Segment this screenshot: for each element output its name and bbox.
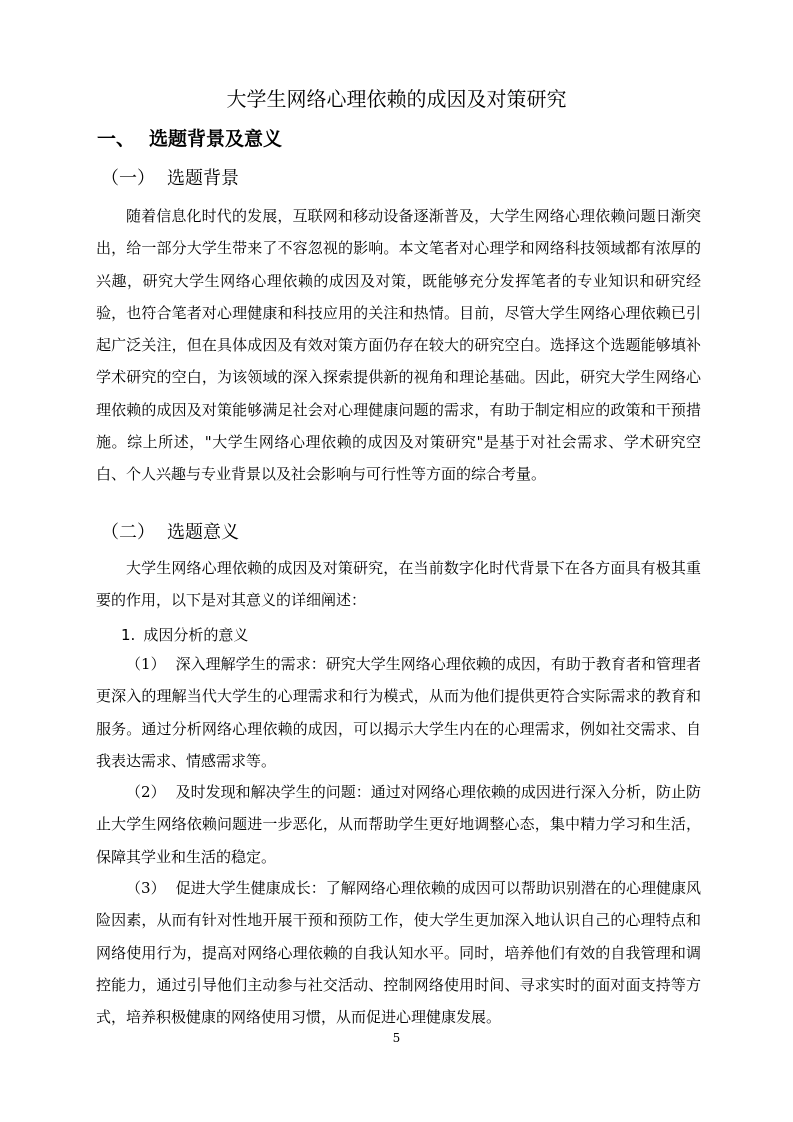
list-item-text: 及时发现和解决学生的问题：通过对网络心理依赖的成因进行深入分析，防止防止大学生网络依赖问题进一步恶化，从而帮助学生更好地调整心态，集中精力学习和生活，保障其学业和生活的稳定。 [96, 783, 702, 866]
subsection-heading-text: 选题意义 [167, 522, 239, 543]
page-number: 5 [392, 1031, 401, 1045]
subsection-number: （二） [101, 522, 155, 543]
list-item [96, 776, 701, 873]
point-number: 1. [121, 626, 136, 644]
significance-intro-paragraph: 大学生网络心理依赖的成因及对策研究，在当前数字化时代背景下在各方面具有极其重要的作用，以下是对其意义的详细阐述： [96, 559, 701, 610]
document-title: 大学生网络心理依赖的成因及对策研究 [226, 87, 567, 111]
subsection-heading-text: 选题背景 [167, 168, 239, 189]
section-heading [97, 124, 282, 154]
list-item-number: （1） [126, 655, 166, 673]
point-heading [121, 620, 248, 650]
subsection-heading-significance [101, 518, 239, 548]
list-item [96, 648, 701, 777]
section-heading-text: 选题背景及意义 [149, 128, 283, 150]
background-paragraph: 随着信息化时代的发展，互联网和移动设备逐渐普及，大学生网络心理依赖问题日渐突出，给一部分大学生带来了不容忽视的影响。本文笔者对心理学和网络科技领域都有浓厚的兴趣，研究大学生网络心理依赖的成因及对策，既能够充分发挥笔者的专业知识和研究经验，也符合笔者对心理健康和科技应用的关注和热情。目前，尽管大学生网络心理依赖已引起广泛关注，但在具体成因及有效对策方面仍存在较大的研究空白。选择这个选题能够填补学术研究的空白，为该领域的深入探索提供新的视角和理论基础。因此，研究大学生网络心理依赖的成因及对策能够满足社会对心理健康问题的需求，有助于制定相应的政策和干预措施。综上所述，"大学生网络心理依赖的成因及对策研究"是基于对社会需求、学术研究空白、个人兴趣与专业背景以及社会影响与可行性等方面的综合考量。 [96, 207, 701, 484]
list-item-text: 深入理解学生的需求：研究大学生网络心理依赖的成因，有助于教育者和管理者更深入的理解当代大学生的心理需求和行为模式，从而为他们提供更符合实际需求的教育和服务。通过分析网络心理依赖的成因，可以揭示大学生内在的心理需求，例如社交需求、自我表达需求、情感需求等。 [96, 655, 702, 770]
point-heading-text: 成因分析的意义 [143, 626, 249, 644]
subsection-heading-background [101, 164, 239, 194]
list-item-text: 促进大学生健康成长：了解网络心理依赖的成因可以帮助识别潜在的心理健康风险因素，从而有针对性地开展干预和预防工作，使大学生更加深入地认识自己的心理特点和网络使用行为，提高对网络心理依赖的自我认知水平。同时，培养他们有效的自我管理和调控能力，通过引导他们主动参与社交活动、控制网络使用时间、寻求实时的面对面支持等方式，培养积极健康的网络使用习惯，从而促进心理健康发展。 [96, 879, 702, 1027]
list-item-number: （3） [126, 879, 166, 897]
section-number: 一、 [97, 128, 136, 150]
list-item [96, 872, 701, 1033]
subsection-number: （一） [101, 168, 155, 189]
list-item-number: （2） [126, 783, 166, 801]
